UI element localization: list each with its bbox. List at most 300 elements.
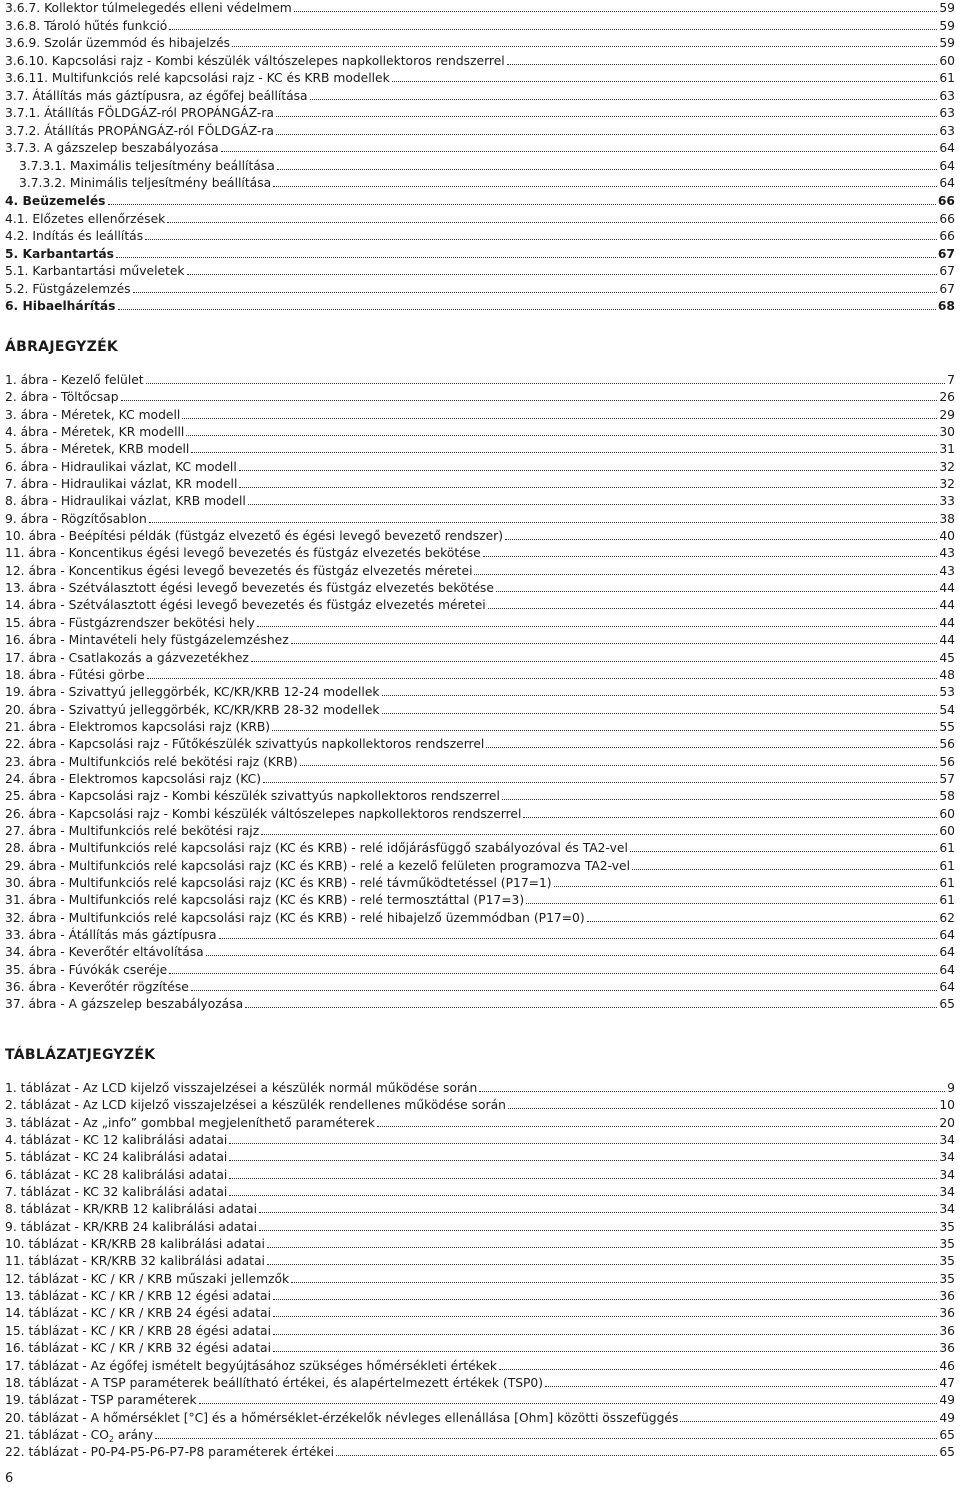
figure-entry-page: 33 (939, 494, 955, 509)
figures-list (5, 372, 955, 1014)
figure-entry-title: 1. ábra - Kezelő felület (5, 373, 144, 387)
figure-entry[interactable] (5, 545, 955, 562)
figure-entry[interactable] (5, 806, 955, 823)
toc-entry-page: 67 (939, 264, 955, 279)
table-entry-page: 34 (939, 1150, 955, 1165)
table-entry-page: 49 (939, 1410, 955, 1425)
figure-entry-page: 65 (939, 997, 955, 1012)
table-entry-page: 34 (939, 1133, 955, 1148)
table-entry-page: 49 (939, 1393, 955, 1408)
figure-entry-page: 45 (939, 650, 955, 665)
dot-leader (267, 1255, 937, 1265)
figure-entry-title: 7. ábra - Hidraulikai vázlat, KR modell (5, 477, 238, 492)
table-entry-title: 20. táblázat - A hőmérséklet [°C] és a hőmérséklet-érzékelők névleges ellenállása [Ohm] közötti összefüggés (5, 1410, 679, 1425)
toc-entry-page: 66 (939, 211, 955, 226)
dot-leader (259, 1221, 937, 1231)
toc-entry-title: 5. Karbantartás (5, 246, 114, 261)
figure-entry-title: 19. ábra - Szivattyú jelleggörbék, KC/KR/KRB 12-24 modellek (5, 685, 380, 700)
toc-entry-page: 63 (939, 106, 955, 121)
dot-leader (229, 1134, 937, 1144)
tables-list (5, 1080, 955, 1462)
figure-entry-title: 14. ábra - Szétválasztott égési levegő bevezetés és füstgáz elvezetés méretei (5, 598, 486, 613)
figure-entry[interactable] (5, 563, 955, 580)
toc-entry-title: 3.6.8. Tároló hűtés funkció (5, 18, 168, 33)
figure-entry[interactable] (5, 875, 955, 892)
toc-entry[interactable] (5, 53, 955, 71)
table-entry[interactable] (5, 1271, 955, 1288)
table-entry[interactable] (5, 1149, 955, 1166)
dot-leader (377, 1117, 937, 1127)
figure-entry-title: 26. ábra - Kapcsolási rajz - Kombi készülék váltószelepes napkollektoros rendszerrel (5, 806, 522, 821)
table-entry[interactable] (5, 1236, 955, 1253)
figure-entry-page: 60 (939, 823, 955, 838)
toc-entry[interactable] (5, 298, 955, 316)
figure-entry-page: 54 (939, 702, 955, 717)
figure-entry-page: 40 (939, 529, 955, 544)
title-part: arány (114, 1427, 154, 1442)
dot-leader (479, 1082, 945, 1092)
dot-leader (273, 177, 937, 187)
figure-entry-page: 31 (939, 442, 955, 457)
dot-leader (191, 443, 937, 453)
dot-leader (680, 1412, 937, 1422)
dot-leader (632, 860, 937, 870)
figure-entry-page: 44 (939, 598, 955, 613)
table-entry-title: 5. táblázat - KC 24 kalibrálási adatai (5, 1150, 228, 1165)
figure-entry[interactable] (5, 979, 955, 996)
figure-entry-page: 55 (939, 719, 955, 734)
dot-leader (508, 1099, 937, 1109)
figure-entry-title: 15. ábra - Füstgázrendszer bekötési hely (5, 615, 255, 630)
toc-entry[interactable] (5, 228, 955, 246)
table-entry-page: 36 (939, 1306, 955, 1321)
figure-entry-title: 34. ábra - Keverőtér eltávolítása (5, 945, 204, 960)
figure-entry[interactable] (5, 962, 955, 979)
dot-leader (291, 1273, 937, 1283)
figure-entry[interactable] (5, 944, 955, 961)
table-entry[interactable] (5, 1323, 955, 1340)
subscript: 2 (108, 1434, 115, 1444)
figure-entry[interactable] (5, 927, 955, 944)
figure-entry[interactable] (5, 858, 955, 875)
figure-entry-page: 43 (939, 563, 955, 578)
figure-entry-title: 37. ábra - A gázszelep beszabályozása (5, 997, 244, 1012)
figure-entry-title: 29. ábra - Multifunkciós relé kapcsolási rajz (KC és KRB) - relé a kezelő felületen programozva TA2-vel (5, 858, 630, 873)
figure-entry-page: 44 (939, 633, 955, 648)
table-entry-page: 9 (947, 1081, 955, 1095)
dot-leader (483, 547, 938, 557)
toc-entry-title: 3.6.11. Multifunkciós relé kapcsolási rajz - KC és KRB modellek (5, 71, 390, 86)
table-entry-page: 47 (939, 1375, 955, 1390)
figure-entry[interactable] (5, 493, 955, 510)
figure-entry-page: 44 (939, 581, 955, 596)
dot-leader (488, 599, 938, 609)
figure-entry-page: 48 (939, 667, 955, 682)
dot-leader (273, 1342, 937, 1352)
table-entry-title: 2. táblázat - Az LCD kijelző visszajelzései a készülék rendellenes működése során (5, 1098, 506, 1113)
table-entry-page: 65 (939, 1427, 955, 1442)
figure-entry-page: 64 (939, 945, 955, 960)
figure-entry-title: 16. ábra - Mintavételi hely füstgázelemzéshez (5, 633, 289, 648)
dot-leader (149, 513, 937, 523)
table-entry-title: 18. táblázat - A TSP paraméterek beállítható értékei, és alapértelmezett értékek (TSP0) (5, 1375, 544, 1390)
toc-entry[interactable] (5, 70, 955, 88)
table-entry-title (5, 1427, 153, 1445)
toc-entry-title: 3.7.2. Átállítás PROPÁNGÁZ-ról FÖLDGÁZ-ra (5, 123, 274, 138)
toc-entry[interactable] (5, 263, 955, 281)
table-entry-page: 35 (939, 1254, 955, 1269)
table-entry[interactable] (5, 1115, 955, 1132)
dot-leader (507, 55, 938, 65)
toc-entry-title: 4.1. Előzetes ellenőrzések (5, 211, 166, 226)
table-entry[interactable] (5, 1184, 955, 1201)
figure-entry-title: 17. ábra - Csatlakozás a gázvezetékhez (5, 650, 249, 665)
toc-entry-title: 5.2. Füstgázelemzés (5, 281, 131, 296)
table-entry-page: 34 (939, 1167, 955, 1182)
figure-entry[interactable] (5, 840, 955, 857)
dot-leader (291, 634, 938, 644)
figure-entry-title: 2. ábra - Töltőcsap (5, 390, 119, 405)
page-number: 6 (5, 1471, 14, 1486)
toc-entry[interactable] (5, 35, 955, 53)
dot-leader (182, 409, 937, 419)
table-entry[interactable] (5, 1253, 955, 1270)
figure-entry-title: 9. ábra - Rögzítősablon (5, 511, 147, 526)
dot-leader (121, 391, 938, 401)
table-entry-title: 17. táblázat - Az égőfej ismételt begyújtásához szükséges hőmérsékleti értékek (5, 1358, 498, 1373)
figure-entry-page: 61 (939, 858, 955, 873)
figure-entry-title: 6. ábra - Hidraulikai vázlat, KC modell (5, 459, 237, 474)
dot-leader (273, 1307, 937, 1317)
toc-entry-title: 3.7.3. A gázszelep beszabályozása (5, 141, 219, 156)
table-entry-page: 34 (939, 1185, 955, 1200)
toc-entry-title: 3.6.10. Kapcsolási rajz - Kombi készülék váltószelepes napkollektoros rendszerrel (5, 53, 505, 68)
table-entry-page: 20 (939, 1115, 955, 1130)
figures-heading: ÁBRAJEGYZÉK (5, 339, 119, 355)
dot-leader (277, 160, 938, 170)
dot-leader (392, 72, 938, 82)
figure-entry-page: 38 (939, 511, 955, 526)
figure-entry-page: 60 (939, 806, 955, 821)
dot-leader (336, 1446, 937, 1456)
toc-list (5, 0, 955, 316)
dot-leader (496, 582, 937, 592)
dot-leader (229, 1169, 937, 1179)
toc-entry-title: 6. Hibaelhárítás (5, 299, 116, 314)
dot-leader (382, 704, 938, 714)
figure-entry[interactable] (5, 771, 955, 788)
table-entry-page: 36 (939, 1323, 955, 1338)
figure-entry[interactable] (5, 615, 955, 632)
figure-entry-page: 30 (939, 425, 955, 440)
toc-entry[interactable] (5, 140, 955, 158)
figure-entry-page: 56 (939, 754, 955, 769)
figure-entry-title: 20. ábra - Szivattyú jelleggörbék, KC/KR/KRB 28-32 modellek (5, 702, 380, 717)
table-entry[interactable] (5, 1288, 955, 1305)
figure-entry-title: 32. ábra - Multifunkciós relé kapcsolási rajz (KC és KRB) - relé hibajelző üzemmódban (P17=0) (5, 910, 585, 925)
dot-leader (147, 669, 938, 679)
table-entry-page: 65 (939, 1445, 955, 1460)
table-entry-title: 4. táblázat - KC 12 kalibrálási adatai (5, 1133, 228, 1148)
table-entry-title: 8. táblázat - KR/KRB 12 kalibrálási adatai (5, 1202, 258, 1217)
toc-entry-title: 3.7.3.2. Minimális teljesítmény beállítása (19, 176, 272, 191)
toc-entry-title: 3.6.7. Kollektor túlmelegedés elleni védelmem (5, 1, 292, 15)
toc-entry[interactable] (5, 18, 955, 36)
table-entry[interactable] (5, 1219, 955, 1236)
figure-entry-title: 11. ábra - Koncentikus égési levegő bevezetés és füstgáz elvezetés bekötése (5, 546, 481, 561)
table-entry-title: 13. táblázat - KC / KR / KRB 12 égési adatai (5, 1289, 271, 1304)
figure-entry[interactable] (5, 632, 955, 649)
dot-leader (554, 877, 938, 887)
toc-entry-page: 68 (937, 299, 955, 314)
figure-entry[interactable] (5, 910, 955, 927)
dot-leader (239, 478, 937, 488)
figure-entry[interactable] (5, 407, 955, 424)
figure-entry[interactable] (5, 441, 955, 458)
table-entry-page: 34 (939, 1202, 955, 1217)
table-entry-title: 14. táblázat - KC / KR / KRB 24 égési adatai (5, 1306, 271, 1321)
figure-entry-title: 30. ábra - Multifunkciós relé kapcsolási rajz (KC és KRB) - relé távműködtetéssel (P17=1) (5, 875, 552, 890)
figure-entry-page: 64 (939, 980, 955, 995)
dot-leader (239, 461, 938, 471)
table-entry[interactable] (5, 1358, 955, 1375)
table-entry[interactable] (5, 1305, 955, 1322)
figure-entry[interactable] (5, 650, 955, 667)
toc-entry-title: 4. Beüzemelés (5, 194, 106, 209)
table-entry-title: 1. táblázat - Az LCD kijelző visszajelzései a készülék normál működése során (5, 1081, 478, 1095)
figure-entry-page: 26 (939, 390, 955, 405)
dot-leader (206, 946, 938, 956)
toc-entry[interactable] (5, 281, 955, 299)
dot-leader (245, 998, 937, 1008)
figure-entry[interactable] (5, 580, 955, 597)
figure-entry-page: 56 (939, 737, 955, 752)
figure-entry-page: 7 (947, 373, 955, 387)
toc-entry-title: 3.7.3.1. Maximális teljesítmény beállítása (19, 158, 275, 173)
toc-entry-title: 3.7. Átállítás más gáztípusra, az égőfej beállítása (5, 88, 308, 103)
table-entry[interactable] (5, 1201, 955, 1218)
table-entry[interactable] (5, 1167, 955, 1184)
table-entry[interactable] (5, 1080, 955, 1097)
toc-entry[interactable] (5, 0, 955, 18)
dot-leader (294, 2, 938, 12)
figure-entry-page: 32 (939, 459, 955, 474)
table-entry[interactable] (5, 1375, 955, 1392)
figure-entry-title: 21. ábra - Elektromos kapcsolási rajz (KRB) (5, 719, 271, 734)
title-part: 21. táblázat - CO (5, 1427, 109, 1442)
figure-entry[interactable] (5, 788, 955, 805)
table-entry-page: 35 (939, 1219, 955, 1234)
dot-leader (229, 1186, 937, 1196)
figure-entry-title: 27. ábra - Multifunkciós relé bekötési rajz (5, 823, 260, 838)
figure-entry[interactable] (5, 459, 955, 476)
figure-entry-title: 24. ábra - Elektromos kapcsolási rajz (KC) (5, 771, 262, 786)
dot-leader (257, 617, 937, 627)
figure-entry-page: 61 (939, 893, 955, 908)
table-entry-title: 10. táblázat - KR/KRB 28 kalibrálási adatai (5, 1237, 265, 1252)
figure-entry-title: 22. ábra - Kapcsolási rajz - Fűtőkészülék szivattyús napkollektoros rendszerrel (5, 737, 485, 752)
table-entry[interactable] (5, 1427, 955, 1444)
toc-entry-page: 64 (939, 158, 955, 173)
dot-leader (133, 283, 938, 293)
dot-leader (263, 773, 937, 783)
figure-entry[interactable] (5, 754, 955, 771)
figure-entry-title: 28. ábra - Multifunkciós relé kapcsolási rajz (KC és KRB) - relé időjárásfüggő szabályozóval és TA2-vel (5, 841, 628, 856)
figure-entry-title: 8. ábra - Hidraulikai vázlat, KRB modell (5, 494, 246, 509)
table-entry-page: 36 (939, 1289, 955, 1304)
figure-entry-page: 57 (939, 771, 955, 786)
dot-leader (545, 1377, 937, 1387)
dot-leader (261, 825, 937, 835)
dot-leader (187, 265, 938, 275)
dot-leader (219, 929, 938, 939)
figure-entry[interactable] (5, 389, 955, 406)
dot-leader (267, 1238, 937, 1248)
figure-entry-title: 13. ábra - Szétválasztott égési levegő bevezetés és füstgáz elvezetés bekötése (5, 581, 494, 596)
figure-entry-title: 35. ábra - Fúvókák cseréje (5, 962, 168, 977)
dot-leader (273, 1290, 937, 1300)
figure-entry-title: 5. ábra - Méretek, KRB modell (5, 442, 190, 457)
dot-leader (502, 790, 937, 800)
dot-leader (272, 721, 937, 731)
table-entry-title: 7. táblázat - KC 32 kalibrálási adatai (5, 1185, 228, 1200)
toc-entry[interactable] (5, 175, 955, 193)
table-entry-title: 9. táblázat - KR/KRB 24 kalibrálási adatai (5, 1219, 258, 1234)
dot-leader (167, 213, 937, 223)
figure-entry[interactable] (5, 996, 955, 1013)
table-entry-title: 3. táblázat - Az „info” gombbal megjeleníthető paraméterek (5, 1115, 375, 1130)
figure-entry[interactable] (5, 372, 955, 389)
table-entry[interactable] (5, 1410, 955, 1427)
dot-leader (232, 37, 937, 47)
table-entry-title: 16. táblázat - KC / KR / KRB 32 égési adatai (5, 1341, 271, 1356)
toc-entry-page: 59 (939, 18, 955, 33)
figure-entry-page: 61 (939, 875, 955, 890)
dot-leader (146, 374, 946, 384)
figure-entry-title: 33. ábra - Átállítás más gáztípusra (5, 928, 217, 942)
toc-entry[interactable] (5, 193, 955, 211)
table-entry-title: 11. táblázat - KR/KRB 32 kalibrálási adatai (5, 1254, 265, 1269)
dot-leader (276, 125, 937, 135)
toc-entry[interactable] (5, 211, 955, 229)
toc-entry-page: 59 (939, 36, 955, 51)
dot-leader (145, 230, 937, 240)
table-entry-title: 6. táblázat - KC 28 kalibrálási adatai (5, 1167, 228, 1182)
toc-entry-page: 66 (937, 194, 955, 209)
table-entry-title: 22. táblázat - P0-P4-P5-P6-P7-P8 paraméterek értékei (5, 1445, 335, 1460)
toc-entry-page: 64 (939, 141, 955, 156)
figure-entry-page: 64 (939, 928, 955, 942)
table-entry-page: 10 (939, 1098, 955, 1113)
table-entry[interactable] (5, 1444, 955, 1461)
table-entry[interactable] (5, 1132, 955, 1149)
figure-entry-page: 43 (939, 546, 955, 561)
figure-entry[interactable] (5, 736, 955, 753)
figure-entry[interactable] (5, 892, 955, 909)
figure-entry-title: 12. ábra - Koncentikus égési levegő bevezetés és füstgáz elvezetés méretei (5, 563, 473, 578)
toc-entry-title: 3.6.9. Szolár üzemmód és hibajelzés (5, 36, 231, 51)
figure-entry-page: 44 (939, 615, 955, 630)
dot-leader (118, 300, 936, 310)
dot-leader (382, 686, 938, 696)
table-entry[interactable] (5, 1340, 955, 1357)
toc-entry[interactable] (5, 123, 955, 141)
figure-entry-title: 10. ábra - Beépítési példák (füstgáz elvezető és égési levegő bevezető rendszer) (5, 529, 503, 544)
dot-leader (169, 20, 937, 30)
toc-entry-page: 64 (939, 176, 955, 191)
figure-entry[interactable] (5, 597, 955, 614)
table-entry[interactable] (5, 1097, 955, 1114)
figure-entry-title: 36. ábra - Keverőtér rögzítése (5, 980, 189, 995)
toc-entry-page: 59 (939, 1, 955, 15)
dot-leader (116, 248, 936, 258)
toc-entry-page: 67 (937, 246, 955, 261)
figure-entry-page: 32 (939, 477, 955, 492)
table-entry-title: 15. táblázat - KC / KR / KRB 28 égési adatai (5, 1323, 271, 1338)
dot-leader (186, 426, 937, 436)
figure-entry-page: 62 (939, 910, 955, 925)
dot-leader (221, 142, 938, 152)
figure-entry-page: 58 (939, 789, 955, 804)
figure-entry[interactable] (5, 702, 955, 719)
dot-leader (169, 964, 937, 974)
figure-entry-title: 18. ábra - Fűtési görbe (5, 667, 145, 682)
figure-entry[interactable] (5, 424, 955, 441)
dot-leader (229, 1151, 937, 1161)
dot-leader (486, 738, 937, 748)
figure-entry[interactable] (5, 476, 955, 493)
toc-entry-page: 67 (939, 281, 955, 296)
toc-entry[interactable] (5, 88, 955, 106)
figure-entry[interactable] (5, 719, 955, 736)
figure-entry[interactable] (5, 528, 955, 545)
dot-leader (251, 652, 937, 662)
toc-entry-page: 61 (939, 71, 955, 86)
dot-leader (273, 1325, 937, 1335)
dot-leader (505, 530, 937, 540)
table-entry-page: 35 (939, 1271, 955, 1286)
figure-entry[interactable] (5, 511, 955, 528)
toc-entry[interactable] (5, 105, 955, 123)
dot-leader (499, 1360, 937, 1370)
dot-leader (259, 1203, 937, 1213)
dot-leader (523, 808, 937, 818)
table-entry-page: 46 (939, 1358, 955, 1373)
table-entry-page: 35 (939, 1237, 955, 1252)
toc-entry[interactable] (5, 158, 955, 176)
figure-entry[interactable] (5, 684, 955, 701)
table-entry-page: 36 (939, 1341, 955, 1356)
table-entry[interactable] (5, 1392, 955, 1409)
dot-leader (276, 107, 937, 117)
dot-leader (587, 912, 938, 922)
toc-entry[interactable] (5, 246, 955, 264)
toc-entry-title: 5.1. Karbantartási műveletek (5, 264, 185, 279)
dot-leader (108, 195, 936, 205)
dot-leader (248, 495, 938, 505)
dot-leader (630, 842, 937, 852)
toc-entry-title: 3.7.1. Átállítás FÖLDGÁZ-ról PROPÁNGÁZ-ra (5, 106, 274, 121)
table-entry-title: 12. táblázat - KC / KR / KRB műszaki jellemzők (5, 1271, 290, 1286)
figure-entry[interactable] (5, 823, 955, 840)
dot-leader (191, 981, 938, 991)
figure-entry[interactable] (5, 667, 955, 684)
toc-entry-page: 66 (939, 229, 955, 244)
figure-entry-title: 31. ábra - Multifunkciós relé kapcsolási rajz (KC és KRB) - relé termosztáttal (P17=3) (5, 893, 525, 908)
tables-heading: TÁBLÁZATJEGYZÉK (5, 1047, 156, 1063)
toc-entry-page: 63 (939, 88, 955, 103)
dot-leader (474, 565, 937, 575)
